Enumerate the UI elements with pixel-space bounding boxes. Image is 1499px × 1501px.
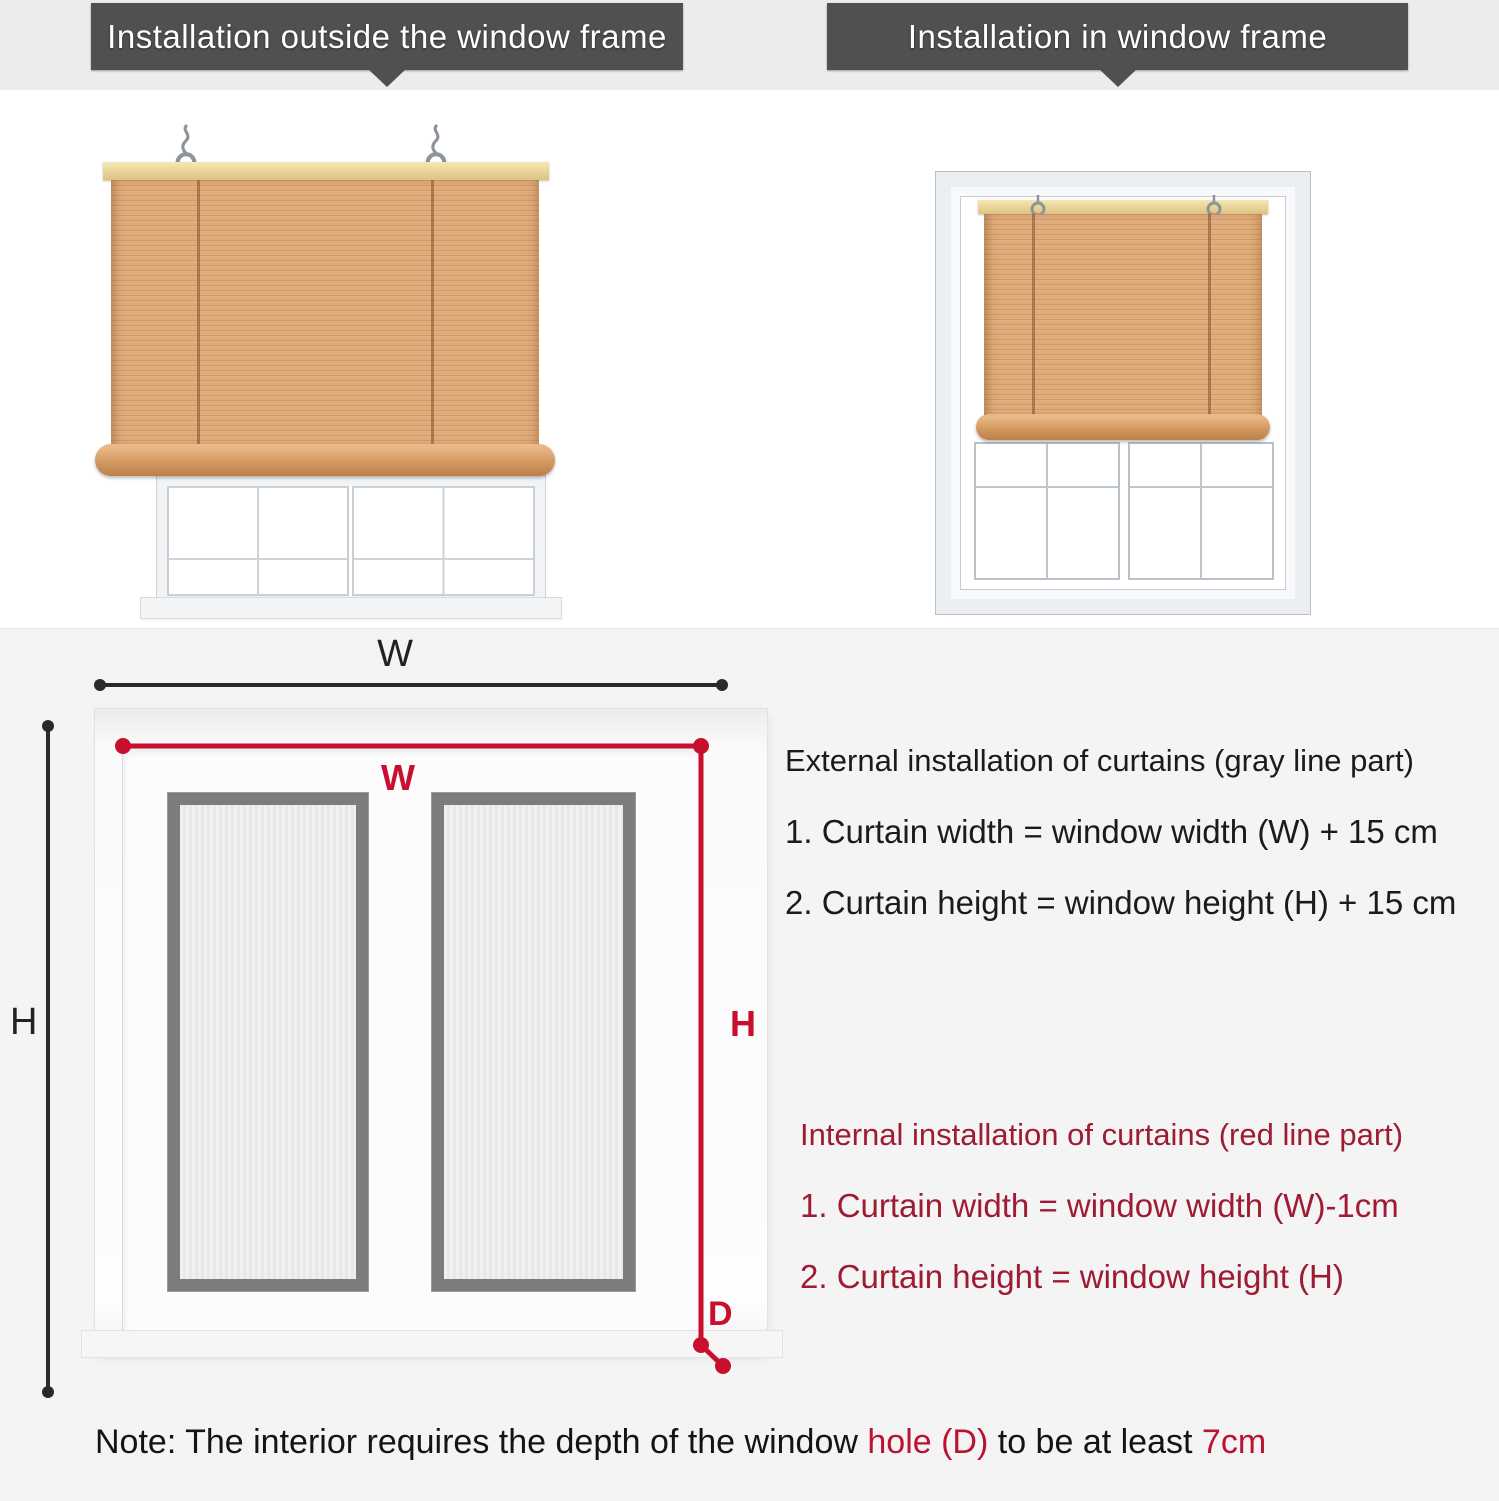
banner-inside-label: Installation in window frame: [907, 17, 1328, 55]
bamboo-blind: [984, 214, 1262, 416]
window-casement: [974, 442, 1120, 580]
window-casement: [1128, 442, 1274, 580]
internal-install-rule-2: 2. Curtain height = window height (H): [800, 1258, 1344, 1295]
blind-bottom-roll: [976, 414, 1270, 440]
blind-cord: [1208, 214, 1211, 416]
label-inner-width: W: [381, 757, 415, 798]
blind-cord: [1032, 214, 1035, 416]
blind-bottom-roll: [95, 444, 555, 476]
window-sill: [141, 598, 561, 618]
window-glass-area: [970, 442, 1278, 580]
depth-note: [95, 1423, 1266, 1462]
internal-install-rule-1: 1. Curtain width = window width (W)-1cm: [800, 1187, 1399, 1224]
photo-inside-installation: [930, 100, 1320, 620]
blind-top-rail: [103, 162, 549, 180]
label-window-height: H: [10, 1001, 38, 1043]
banner-pointer-down-icon: [368, 69, 406, 87]
note-depth-value: 7cm: [1201, 1423, 1267, 1461]
label-window-width: W: [377, 633, 413, 675]
window-casement: [352, 486, 535, 596]
photo-outside-installation: [85, 100, 695, 620]
window-casement: [167, 486, 349, 596]
note-prefix: Note: The interior requires the depth of the window: [95, 1423, 868, 1461]
banner-inside-install: [827, 3, 1408, 70]
note-hole-d: hole (D): [867, 1423, 989, 1461]
blind-top-rail: [978, 200, 1268, 214]
external-install-rule-2: 2. Curtain height = window height (H) + 15 cm: [785, 884, 1457, 921]
internal-install-title: Internal installation of curtains (red line part): [800, 1117, 1404, 1152]
external-install-title: External installation of curtains (gray line part): [785, 743, 1414, 778]
note-middle: to be at least: [988, 1423, 1202, 1461]
banner-pointer-down-icon: [1099, 69, 1137, 87]
header-strip: [0, 0, 1499, 90]
banner-outside-label: Installation outside the window frame: [107, 17, 667, 55]
measurement-section: [0, 628, 1499, 1501]
blind-cord: [431, 180, 434, 446]
label-depth: D: [708, 1295, 733, 1333]
window-frame: [157, 476, 545, 606]
measurement-lines: [0, 629, 800, 1401]
banner-outside-install: [91, 3, 683, 70]
label-inner-height: H: [730, 1003, 756, 1044]
blind-cord: [197, 180, 200, 446]
bamboo-blind: [111, 180, 539, 446]
external-install-rule-1: 1. Curtain width = window width (W) + 15 cm: [785, 813, 1438, 850]
